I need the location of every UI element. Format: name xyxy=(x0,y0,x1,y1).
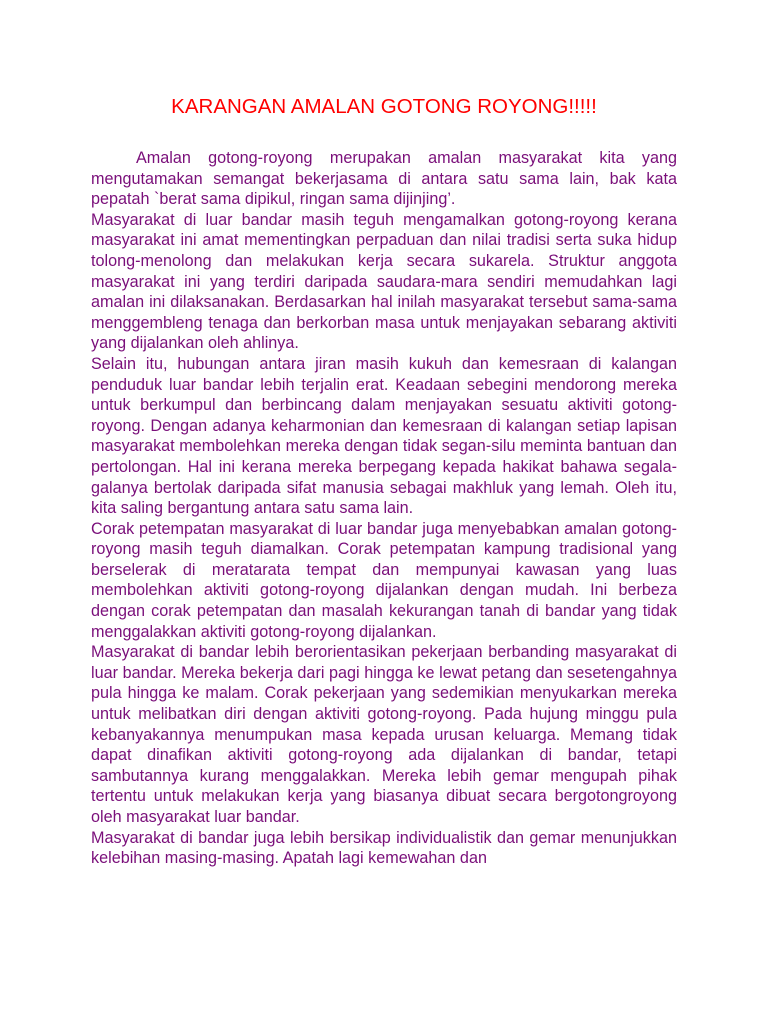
paragraph-intro xyxy=(91,148,677,210)
paragraph-intro-text: Amalan gotong-royong merupakan amalan masyarakat kita yang mengutamakan semangat bekerjasama di antara satu sama lain, bak kata pepatah `berat sama dipikul, ringan sama dijinjing’. xyxy=(91,149,677,209)
essay-body xyxy=(91,148,677,869)
paragraph-urban-work: Masyarakat di bandar lebih berorientasikan pekerjaan berbanding masyarakat di luar bandar. Mereka bekerja dari pagi hingga ke lewat petang dan sesetengahnya pula hingga ke malam. Corak pekerjaan yang sedemikian menyukarkan mereka untuk melibatkan diri dengan aktiviti gotong-royong. Pada hujung minggu pula kebanyakannya menumpukan masa kepada urusan keluarga. Memang tidak dapat dinafikan aktiviti gotong-royong ada dijalankan di bandar, tetapi sambutannya kurang menggalakkan. Mereka lebih gemar mengupah pihak tertentu untuk melakukan kerja yang biasanya dibuat secara bergotongroyong oleh masyarakat luar bandar. xyxy=(91,643,677,826)
paragraph-neighbour-relations: Selain itu, hubungan antara jiran masih kukuh dan kemesraan di kalangan penduduk luar bandar lebih terjalin erat. Keadaan sebegini mendorong mereka untuk berkumpul dan berbincang dalam menjayakan sesuatu aktiviti gotong-royong. Dengan adanya keharmonian dan kemesraan di kalangan setiap lapisan masyarakat membolehkan mereka dengan tidak segan-silu meminta bantuan dan pertolongan. Hal ini kerana mereka berpegang kepada hakikat bahawa segala-galanya bertolak daripada sifat manusia sebagai makhluk yang lemah. Oleh itu, kita saling bergantung antara satu sama lain. xyxy=(91,354,677,518)
paragraph-urban-individualism: Masyarakat di bandar juga lebih bersikap individualistik dan gemar menunjukkan kelebihan masing-masing. Apatah lagi kemewahan dan xyxy=(91,828,677,868)
page-title: KARANGAN AMALAN GOTONG ROYONG!!!!! xyxy=(171,95,597,118)
paragraph-settlement-pattern: Corak petempatan masyarakat di luar bandar juga menyebabkan amalan gotong-royong masih teguh diamalkan. Corak petempatan kampung tradisional yang berselerak di meratarata tempat dan mempunyai kawasan yang luas membolehkan aktiviti gotong-royong dijalankan dengan mudah. Ini berbeza dengan corak petempatan dan masalah kekurangan tanah di bandar yang tidak menggalakkan aktiviti gotong-royong dijalankan. xyxy=(91,519,677,641)
paragraph-rural-values: Masyarakat di luar bandar masih teguh mengamalkan gotong-royong kerana masyarakat ini amat mementingkan perpaduan dan nilai tradisi serta suka hidup tolong-menolong dan melakukan kerja secara sukarela. Struktur anggota masyarakat ini yang terdiri daripada saudara-mara sendiri memudahkan lagi amalan ini dilaksanakan. Berdasarkan hal inilah masyarakat tersebut sama-sama menggembleng tenaga dan berkorban masa untuk menjayakan sebarang aktiviti yang dijalankan oleh ahlinya. xyxy=(91,210,677,353)
